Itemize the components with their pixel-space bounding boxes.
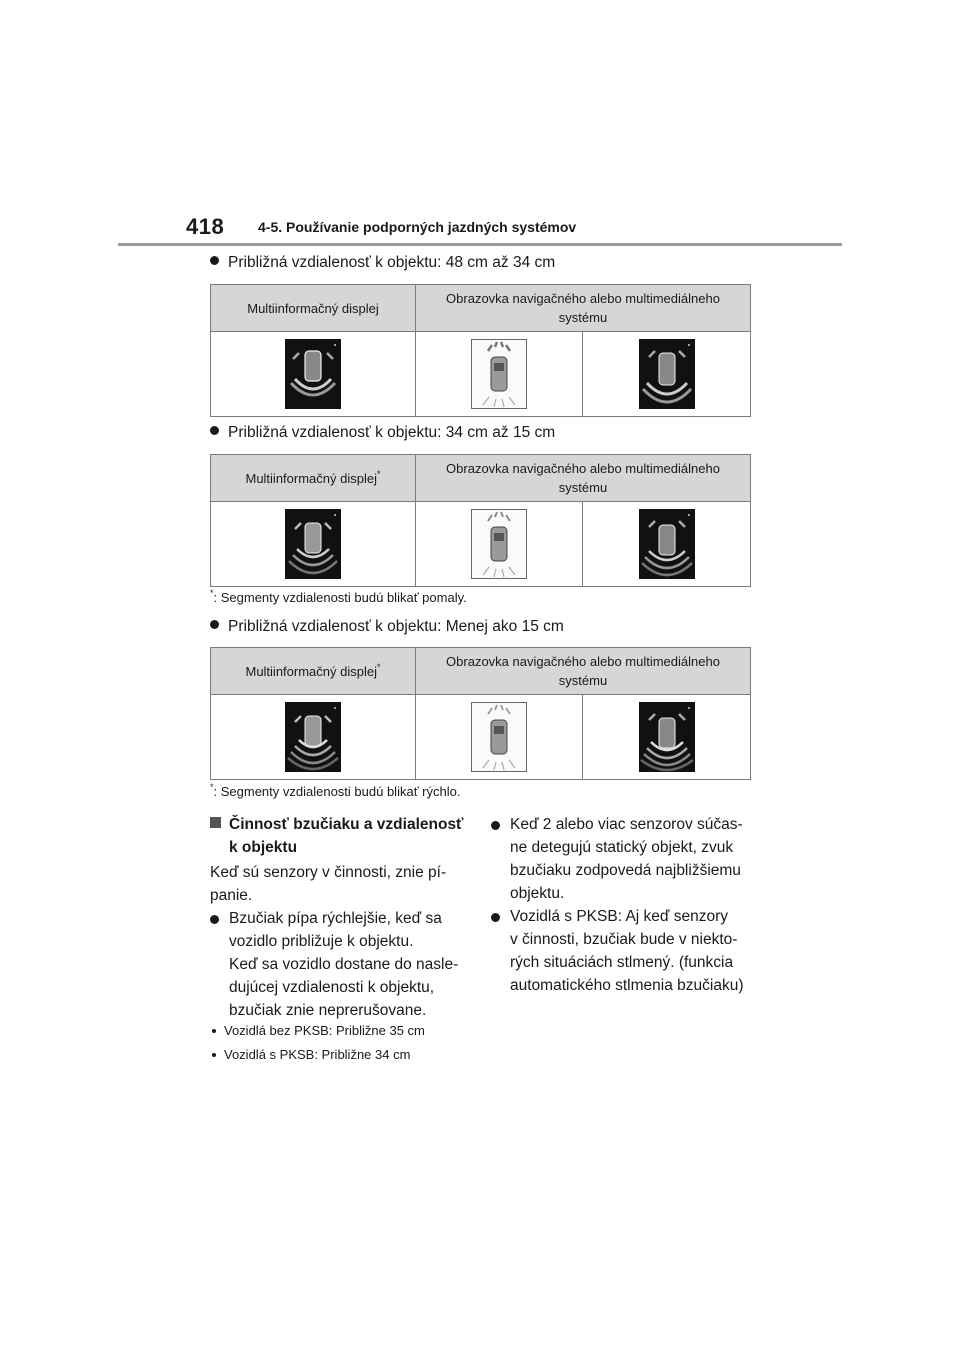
section-2-table — [210, 454, 751, 587]
bullet-dot-icon — [210, 256, 219, 265]
nav-light-image — [416, 502, 583, 587]
car-sensor-dark-nav-image — [639, 702, 695, 772]
mid-display-image — [211, 502, 416, 587]
nav-light-image — [416, 695, 583, 780]
bullet-dot-icon — [491, 821, 500, 830]
col-header-mid: Multiinformačný displej* — [211, 455, 416, 502]
right-bullet-2: Vozidlá s PKSB: Aj keď senzory v činnosti, bzučiak bude v niekto- rých situáciách stlmený. (funkcia automatického stlmenia bzučiaku) — [491, 905, 761, 997]
col-header-mid: Multiinformačný displej* — [211, 648, 416, 695]
mid-display-image — [211, 695, 416, 780]
car-sensor-light-image — [471, 702, 527, 772]
buzzer-sub-2: Vozidlá s PKSB: Približne 34 cm — [212, 1046, 482, 1064]
car-sensor-dark-nav-image — [639, 339, 695, 409]
page-number: 418 — [186, 214, 225, 239]
col-header-nav: Obrazovka navigačného alebo multimediálneho systému — [416, 285, 751, 332]
buzzer-intro: Keď sú senzory v činnosti, znie pí- panie. — [210, 864, 447, 904]
section-square-icon — [210, 817, 221, 828]
nav-dark-image — [583, 695, 751, 780]
buzzer-sub-1: Vozidlá bez PKSB: Približne 35 cm — [212, 1022, 482, 1040]
bullet-dot-icon — [210, 426, 219, 435]
car-sensor-light-image — [471, 509, 527, 579]
car-sensor-dark-image — [285, 339, 341, 409]
nav-dark-image — [583, 332, 751, 417]
chapter-title: 4-5. Používanie podporných jazdných systémov — [258, 219, 577, 235]
section-3-note: *: Segmenty vzdialenosti budú blikať rýchlo. — [210, 782, 461, 799]
car-sensor-dark-image — [285, 509, 341, 579]
buzzer-heading: Činnosť bzučiaku a vzdialenosť k objektu — [210, 813, 480, 859]
header-rule — [118, 243, 842, 246]
col-header-nav: Obrazovka navigačného alebo multimediálneho systému — [416, 455, 751, 502]
section-3-table — [210, 647, 751, 780]
car-sensor-light-image — [471, 339, 527, 409]
col-header-nav: Obrazovka navigačného alebo multimediálneho systému — [416, 648, 751, 695]
buzzer-bullet-1: Bzučiak pípa rýchlejšie, keď sa vozidlo približuje k objektu. Keď sa vozidlo dostane do nasle- dujúcej vzdialenosti k objektu, bzučiak znie neprerušovane. — [210, 907, 480, 1022]
car-sensor-dark-image — [285, 702, 341, 772]
bullet-dot-icon — [210, 915, 219, 924]
section-2-note: *: Segmenty vzdialenosti budú blikať pomaly. — [210, 588, 467, 605]
nav-dark-image — [583, 502, 751, 587]
section-1-table — [210, 284, 751, 417]
car-sensor-dark-nav-image — [639, 509, 695, 579]
section-3-title: Približná vzdialenosť k objektu: Menej ako 15 cm — [210, 618, 564, 636]
small-bullet-icon — [212, 1053, 216, 1057]
nav-light-image — [416, 332, 583, 417]
small-bullet-icon — [212, 1029, 216, 1033]
col-header-mid: Multiinformačný displej — [211, 285, 416, 332]
right-bullet-1: Keď 2 alebo viac senzorov súčas- ne detegujú statický objekt, zvuk bzučiaku zodpovedá najbližšiemu objektu. — [491, 813, 761, 905]
bullet-dot-icon — [491, 913, 500, 922]
mid-display-image — [211, 332, 416, 417]
section-1-title: Približná vzdialenosť k objektu: 48 cm až 34 cm — [210, 254, 555, 272]
section-2-title: Približná vzdialenosť k objektu: 34 cm až 15 cm — [210, 424, 555, 442]
bullet-dot-icon — [210, 620, 219, 629]
